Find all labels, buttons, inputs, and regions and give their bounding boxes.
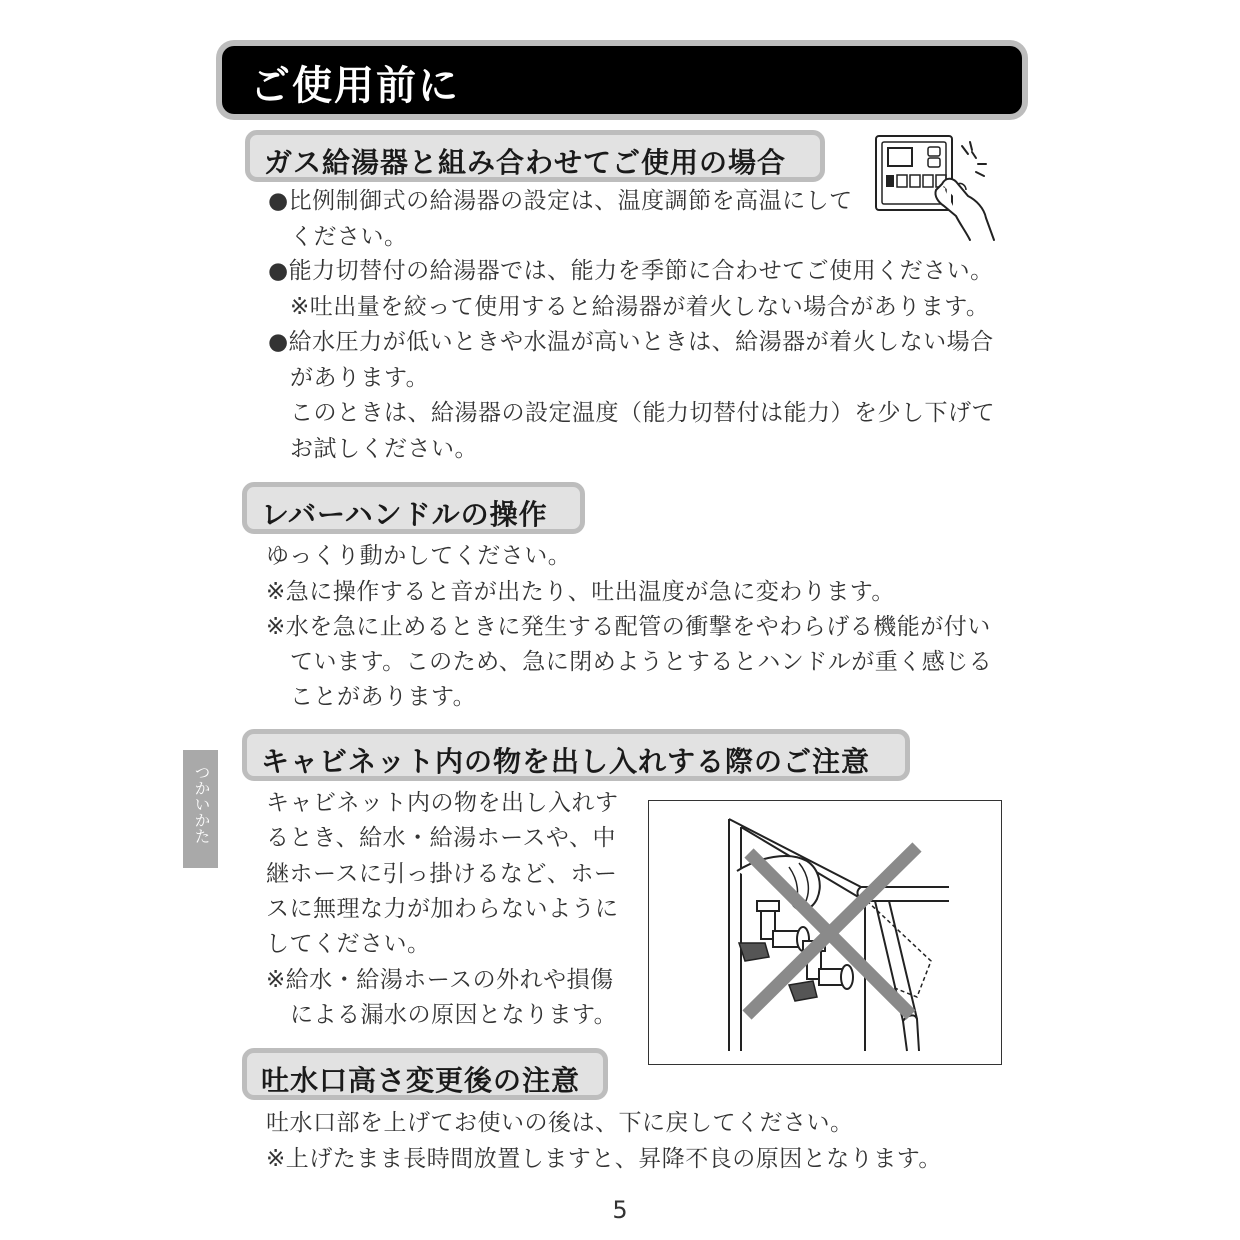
side-tab <box>183 750 218 868</box>
text-line: ※水を急に止めるときに発生する配管の衝撃をやわらげる機能が付い <box>266 614 991 640</box>
text-line: キャビネット内の物を出し入れす <box>266 790 619 816</box>
text-line: ています。このため、急に閉めようとするとハンドルが重く感じる <box>290 649 993 675</box>
text-line: ●給水圧力が低いときや水温が高いときは、給湯器が着火しない場合 <box>268 329 994 355</box>
section-heading-cabinet-caution: キャビネット内の物を出し入れする際のご注意 <box>242 729 910 781</box>
text-line: るとき、給水・給湯ホースや、中 <box>266 825 616 851</box>
page-title <box>222 46 1022 114</box>
section-heading-gas-water-heater: ガス給湯器と組み合わせてご使用の場合 <box>245 130 825 182</box>
text-line: ※急に操作すると音が出たり、吐出温度が急に変わります。 <box>266 579 895 605</box>
text-line: ゆっくり動かしてください。 <box>266 543 572 569</box>
text-line: ください。 <box>290 224 408 250</box>
text-line: このときは、給湯器の設定温度（能力切替付は能力）を少し下げて <box>290 400 995 426</box>
cabinet-hose-prohibited-icon <box>649 801 1000 1063</box>
text-line: ※吐出量を絞って使用すると給湯器が着火しない場合があります。 <box>290 294 990 320</box>
text-line: スに無理な力が加わらないように <box>266 896 619 922</box>
cabinet-illustration <box>648 800 1002 1065</box>
text-line: お試しください。 <box>290 436 478 462</box>
text-line: ※上げたまま長時間放置しますと、昇降不良の原因となります。 <box>266 1146 942 1172</box>
side-tab-label: つかいかた <box>192 764 211 844</box>
remote-controller-illustration <box>872 132 1004 244</box>
text-line: ※給水・給湯ホースの外れや損傷 <box>266 967 614 993</box>
text-line: 吐水口部を上げてお使いの後は、下に戻してください。 <box>266 1110 854 1136</box>
section-heading-lever-handle: レバーハンドルの操作 <box>242 482 585 534</box>
section-heading-spout-height: 吐水口高さ変更後の注意 <box>242 1048 608 1100</box>
text-line: があります。 <box>290 365 430 391</box>
text-line: ●比例制御式の給湯器の設定は、温度調節を高温にして <box>268 188 853 214</box>
page-number: 5 <box>612 1196 628 1224</box>
text-line: による漏水の原因となります。 <box>290 1002 618 1028</box>
text-line: ●能力切替付の給湯器では、能力を季節に合わせてご使用ください。 <box>268 258 994 284</box>
text-line: ことがあります。 <box>290 684 477 710</box>
page-title-text: ご使用前に <box>250 63 460 109</box>
text-line: してください。 <box>266 931 431 957</box>
text-line: 継ホースに引っ掛けるなど、ホー <box>266 861 618 887</box>
